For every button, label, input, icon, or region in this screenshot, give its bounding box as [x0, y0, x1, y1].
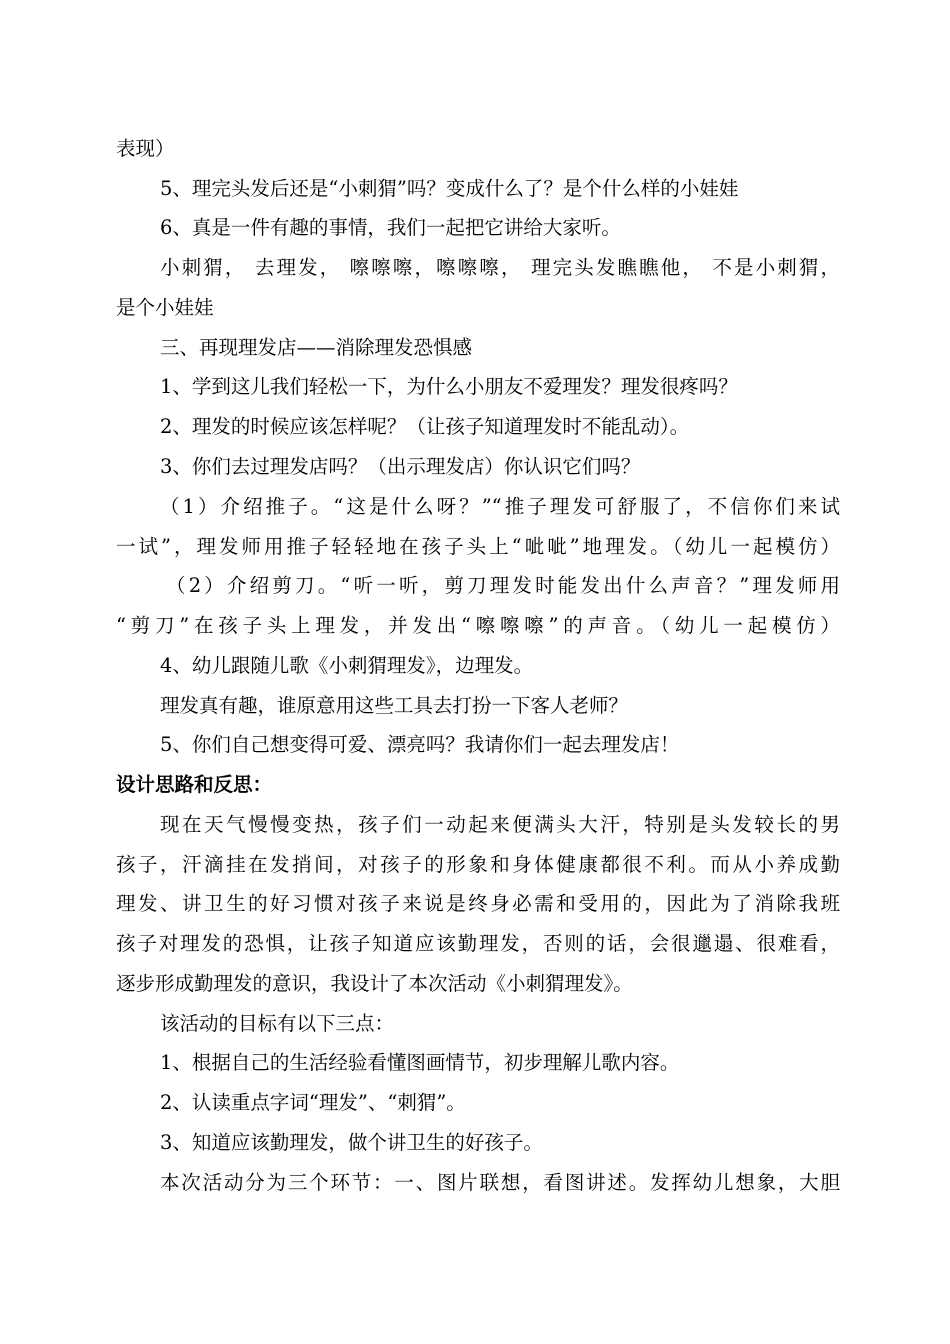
text-line: 6、真是一件有趣的事情，我们一起把它讲给大家听。 [160, 216, 621, 239]
text-line: 2、理发的时候应该怎样呢？（让孩子知道理发时不能乱动）。 [160, 415, 690, 438]
text-line: 一试”，理发师用推子轻轻地在孩子头上“呲呲”地理发。（幼儿一起模仿） [116, 535, 840, 558]
text-line: 现在天气慢慢变热，孩子们一动起来便满头大汗，特别是头发较长的男 [160, 813, 840, 836]
text-line: 1、学到这儿我们轻松一下，为什么小朋友不爱理发？理发很疼吗？ [160, 375, 738, 398]
text-line: 3、知道应该勤理发，做个讲卫生的好孩子。 [160, 1131, 543, 1154]
text-line: 表现） [116, 137, 175, 160]
text-line: 孩子对理发的恐惧，让孩子知道应该勤理发，否则的话，会很邋遢、很难看， [116, 932, 840, 955]
text-line: 2、认读重点字词“理发”、“刺猬”。 [160, 1091, 466, 1114]
text-line: 小刺猬， 去理发， 嚓嚓嚓，嚓嚓嚓， 理完头发瞧瞧他， 不是小刺猬， [160, 256, 840, 279]
text-line: 1、根据自己的生活经验看懂图画情节，初步理解儿歌内容。 [160, 1051, 680, 1074]
text-line: 3、你们去过理发店吗？（出示理发店）你认识它们吗？ [160, 455, 641, 478]
section-heading: 三、再现理发店——消除理发恐惧感 [160, 336, 473, 359]
text-line: 理发真有趣，谁原意用这些工具去打扮一下客人老师？ [160, 694, 629, 717]
text-line: 5、你们自己想变得可爱、漂亮吗？我请你们一起去理发店！ [160, 733, 680, 756]
section-heading-design: 设计思路和反思： [116, 773, 273, 796]
text-line: 该活动的目标有以下三点： [160, 1012, 395, 1035]
text-line: 4、幼儿跟随儿歌《小刺猬理发》，边理发。 [160, 654, 534, 677]
text-line: 5、理完头发后还是“小刺猬”吗？变成什么了？是个什么样的小娃娃 [160, 177, 739, 200]
text-line: “剪刀”在孩子头上理发，并发出“嚓嚓嚓”的声音。（幼儿一起模仿） [116, 614, 840, 637]
text-line: （1）介绍推子。“这是什么呀？”“推子理发可舒服了，不信你们来试 [160, 495, 840, 518]
text-line: 本次活动分为三个环节：一、图片联想，看图讲述。发挥幼儿想象，大胆 [160, 1171, 840, 1194]
text-line: （2）介绍剪刀。“听一听，剪刀理发时能发出什么声音？”理发师用 [166, 574, 840, 597]
text-line: 逐步形成勤理发的意识，我设计了本次活动《小刺猬理发》。 [116, 972, 633, 995]
text-line: 是个小娃娃 [116, 296, 214, 319]
text-line: 理发、讲卫生的好习惯对孩子来说是终身必需和受用的，因此为了消除我班 [116, 892, 840, 915]
text-line: 孩子，汗滴挂在发捎间，对孩子的形象和身体健康都很不利。而从小养成勤 [116, 853, 840, 876]
